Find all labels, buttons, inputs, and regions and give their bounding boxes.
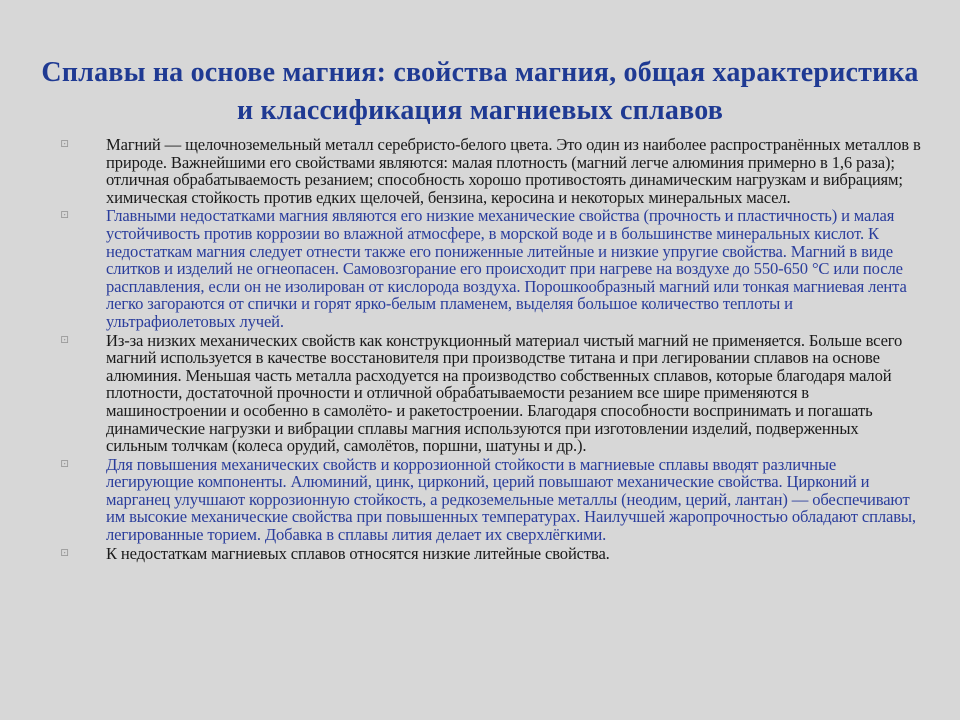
paragraph-text: К недостаткам магниевых сплавов относятся низкие литейные свойства. [106, 543, 610, 563]
paragraph-text: Магний — щелочноземельный металл серебристо-белого цвета. Это один из наиболее распространённых металлов в природе. Важнейшими его свойствами являются: малая плотность (магний легче алюминия примерно в 1,6 раза); отличная обрабатываемость резанием; способность хорошо противостоять динамическим нагрузкам и вибрациям; химическая стойкость против едких щелочей, бензина, керосина и некоторых минеральных масел. [106, 135, 921, 207]
paragraph-text: Главными недостатками магния являются его низкие механические свойства (прочность и пластичность) и малая устойчивость против коррозии во влажной атмосфере, в морской воде и в большинстве минеральных кислот. К недостаткам магния следует отнести также его пониженные литейные и низкие упругие свойства. Магний в виде слитков и изделий не огнеопасен. Самовозгорание его происходит при нагреве на воздухе до 550-650 °С или после расплавления, если он не изолирован от кислорода воздуха. Порошкообразный магний или тонкая магниевая лента легко загораются от спички и горят ярко-белым пламенем, выделяя большое количество теплоты и ультрафиолетовых лучей. [106, 206, 907, 331]
paragraph-text: Из-за низких механических свойств как конструкционный материал чистый магний не применяется. Больше всего магний используется в качестве восстановителя при производстве титана и при легировании сплавов на основе алюминия. Меньшая часть металла расходуется на производство собственных сплавов, которые благодаря малой плотности, достаточной прочности и отличной обрабатываемости резанием все шире применяются в машиностроении и особенно в самолёто- и ракетостроении. Благодаря способности воспринимать и погашать динамические нагрузки и вибрации сплавы магния используются при изготовлении изделий, подверженных сильным толчкам (колеса орудий, самолётов, поршни, шатуны и др.). [106, 330, 903, 456]
paragraph-5 [60, 545, 922, 563]
paragraph-4 [60, 456, 922, 544]
paragraph-text: Для повышения механических свойств и коррозионной стойкости в магниевые сплавы вводят различные легирующие компоненты. Алюминий, цинк, цирконий, церий повышают механические свойства. Цирконий и марганец улучшают коррозионную стойкость, а редкоземельные металлы (неодим, церий, лантан) — обеспечивают им высокие механические свойства при повышенных температурах. Наилучшей жаропрочностью обладают сплавы, легированные торием. Добавка в сплавы лития делает их сверхлёгкими. [106, 454, 916, 545]
bullet-icon: ⊡ [60, 209, 70, 222]
bullet-icon: ⊡ [60, 457, 70, 470]
slide-title: Сплавы на основе магния: свойства магния, общая характеристика и классификация магниевых сплавов [41, 57, 919, 126]
paragraph-3 [60, 332, 922, 455]
paragraph-2 [60, 207, 922, 330]
paragraph-1 [60, 136, 922, 206]
bullet-icon: ⊡ [60, 546, 70, 559]
bullet-icon: ⊡ [60, 333, 70, 346]
content-list [60, 136, 922, 562]
bullet-icon: ⊡ [60, 138, 70, 150]
